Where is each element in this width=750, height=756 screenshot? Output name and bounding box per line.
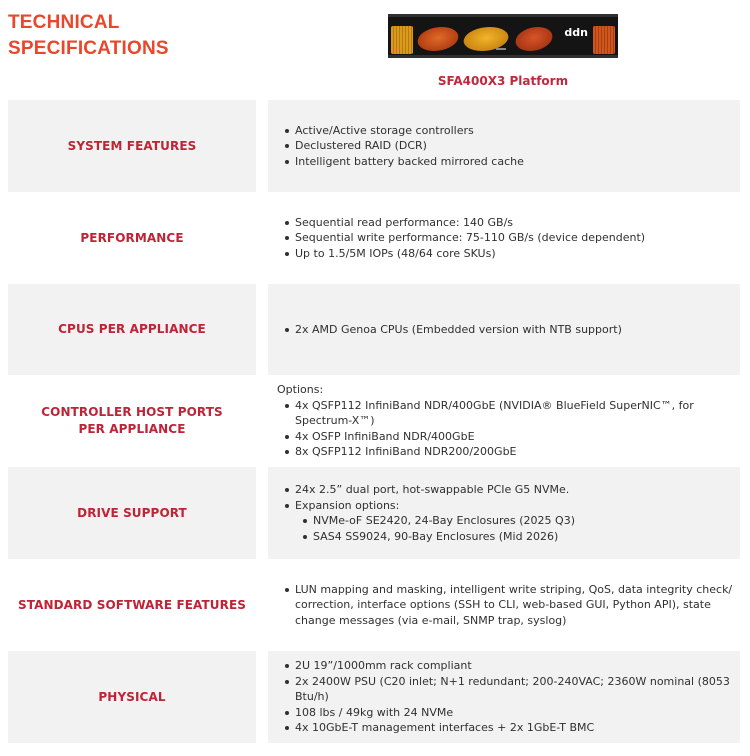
list-item: 4x 10GbE-T management interfaces + 2x 1GbE-T BMC — [285, 720, 736, 736]
spec-label — [8, 559, 256, 651]
spec-value — [268, 100, 740, 192]
bullet-list — [277, 123, 736, 170]
bullet-list — [277, 482, 736, 513]
list-item: Declustered RAID (DCR) — [285, 138, 736, 154]
spec-row-system-features — [8, 100, 740, 192]
product-image — [388, 14, 618, 58]
spec-label — [8, 284, 256, 375]
spec-label-text: PER APPLIANCE — [78, 422, 186, 436]
list-item: NVMe-oF SE2420, 24-Bay Enclosures (2025 Q3) — [303, 513, 736, 529]
spec-row-performance — [8, 192, 740, 284]
spec-label-text: CPUS PER APPLIANCE — [58, 322, 206, 336]
list-item: 4x QSFP112 InfiniBand NDR/400GbE (NVIDIA® BlueField SuperNIC™, for Spectrum-X™) — [285, 398, 736, 429]
page-title-line-1: TECHNICAL — [8, 12, 120, 33]
spec-label — [8, 100, 256, 192]
list-item: SAS4 SS9024, 90-Bay Enclosures (Mid 2026) — [303, 529, 736, 545]
spec-value — [268, 192, 740, 284]
bullet-list — [277, 398, 736, 460]
spec-value — [268, 375, 740, 467]
product-logo: ddn — [564, 26, 588, 39]
bullet-list — [277, 215, 736, 262]
sub-bullet-list — [277, 513, 736, 544]
list-item: Intelligent battery backed mirrored cache — [285, 154, 736, 170]
spec-label-text: STANDARD SOFTWARE FEATURES — [17, 597, 247, 612]
list-item: 108 lbs / 49kg with 24 NVMe — [285, 705, 736, 721]
bullet-list — [277, 658, 736, 736]
spec-row-software — [8, 559, 740, 651]
options-lead: Options: — [277, 383, 324, 397]
spec-label — [8, 651, 256, 743]
list-item: 2x 2400W PSU (C20 inlet; N+1 redundant; 200-240VAC; 2360W nominal (8053 Btu/h) — [285, 674, 736, 705]
bullet-list — [277, 322, 736, 338]
list-item: 8x QSFP112 InfiniBand NDR200/200GbE — [285, 444, 736, 460]
spec-label-text: PHYSICAL — [98, 689, 166, 704]
spec-label-text: DRIVE SUPPORT — [77, 505, 187, 520]
spec-row-drive-support — [8, 467, 740, 559]
list-item: LUN mapping and masking, intelligent write striping, QoS, data integrity check/ correction, interface options (SSH to CLI, web-based GUI, Python API), state change messages (via e-mail, SNMP trap, syslog) — [285, 582, 736, 629]
list-item: Up to 1.5/5M IOPs (48/64 core SKUs) — [285, 246, 736, 262]
list-item: 2U 19”/1000mm rack compliant — [285, 658, 736, 674]
list-item: 24x 2.5” dual port, hot-swappable PCIe G5 NVMe. — [285, 482, 736, 498]
list-item: 2x AMD Genoa CPUs (Embedded version with NTB support) — [285, 322, 736, 338]
spec-value — [268, 559, 740, 651]
spec-row-host-ports — [8, 375, 740, 467]
spec-value — [268, 284, 740, 375]
bullet-list — [277, 582, 736, 629]
spec-label-text: CONTROLLER HOST PORTS — [41, 405, 223, 419]
spec-label-text: SYSTEM FEATURES — [67, 138, 197, 153]
list-item: Sequential write performance: 75-110 GB/s (device dependent) — [285, 230, 736, 246]
list-item: Active/Active storage controllers — [285, 123, 736, 139]
list-item: Sequential read performance: 140 GB/s — [285, 215, 736, 231]
spec-label — [8, 192, 256, 284]
page-title-line-2: SPECIFICATIONS — [8, 38, 169, 59]
list-item: Expansion options: — [285, 498, 736, 514]
list-item: 4x OSFP InfiniBand NDR/400GbE — [285, 429, 736, 445]
product-name: SFA400X3 Platform — [437, 74, 569, 88]
spec-label — [8, 375, 256, 467]
spec-value — [268, 467, 740, 559]
spec-row-cpus — [8, 284, 740, 375]
spec-label-text: PERFORMANCE — [80, 230, 184, 245]
spec-label — [8, 467, 256, 559]
spec-row-physical — [8, 651, 740, 743]
page-title — [8, 10, 268, 62]
spec-value — [268, 651, 740, 743]
